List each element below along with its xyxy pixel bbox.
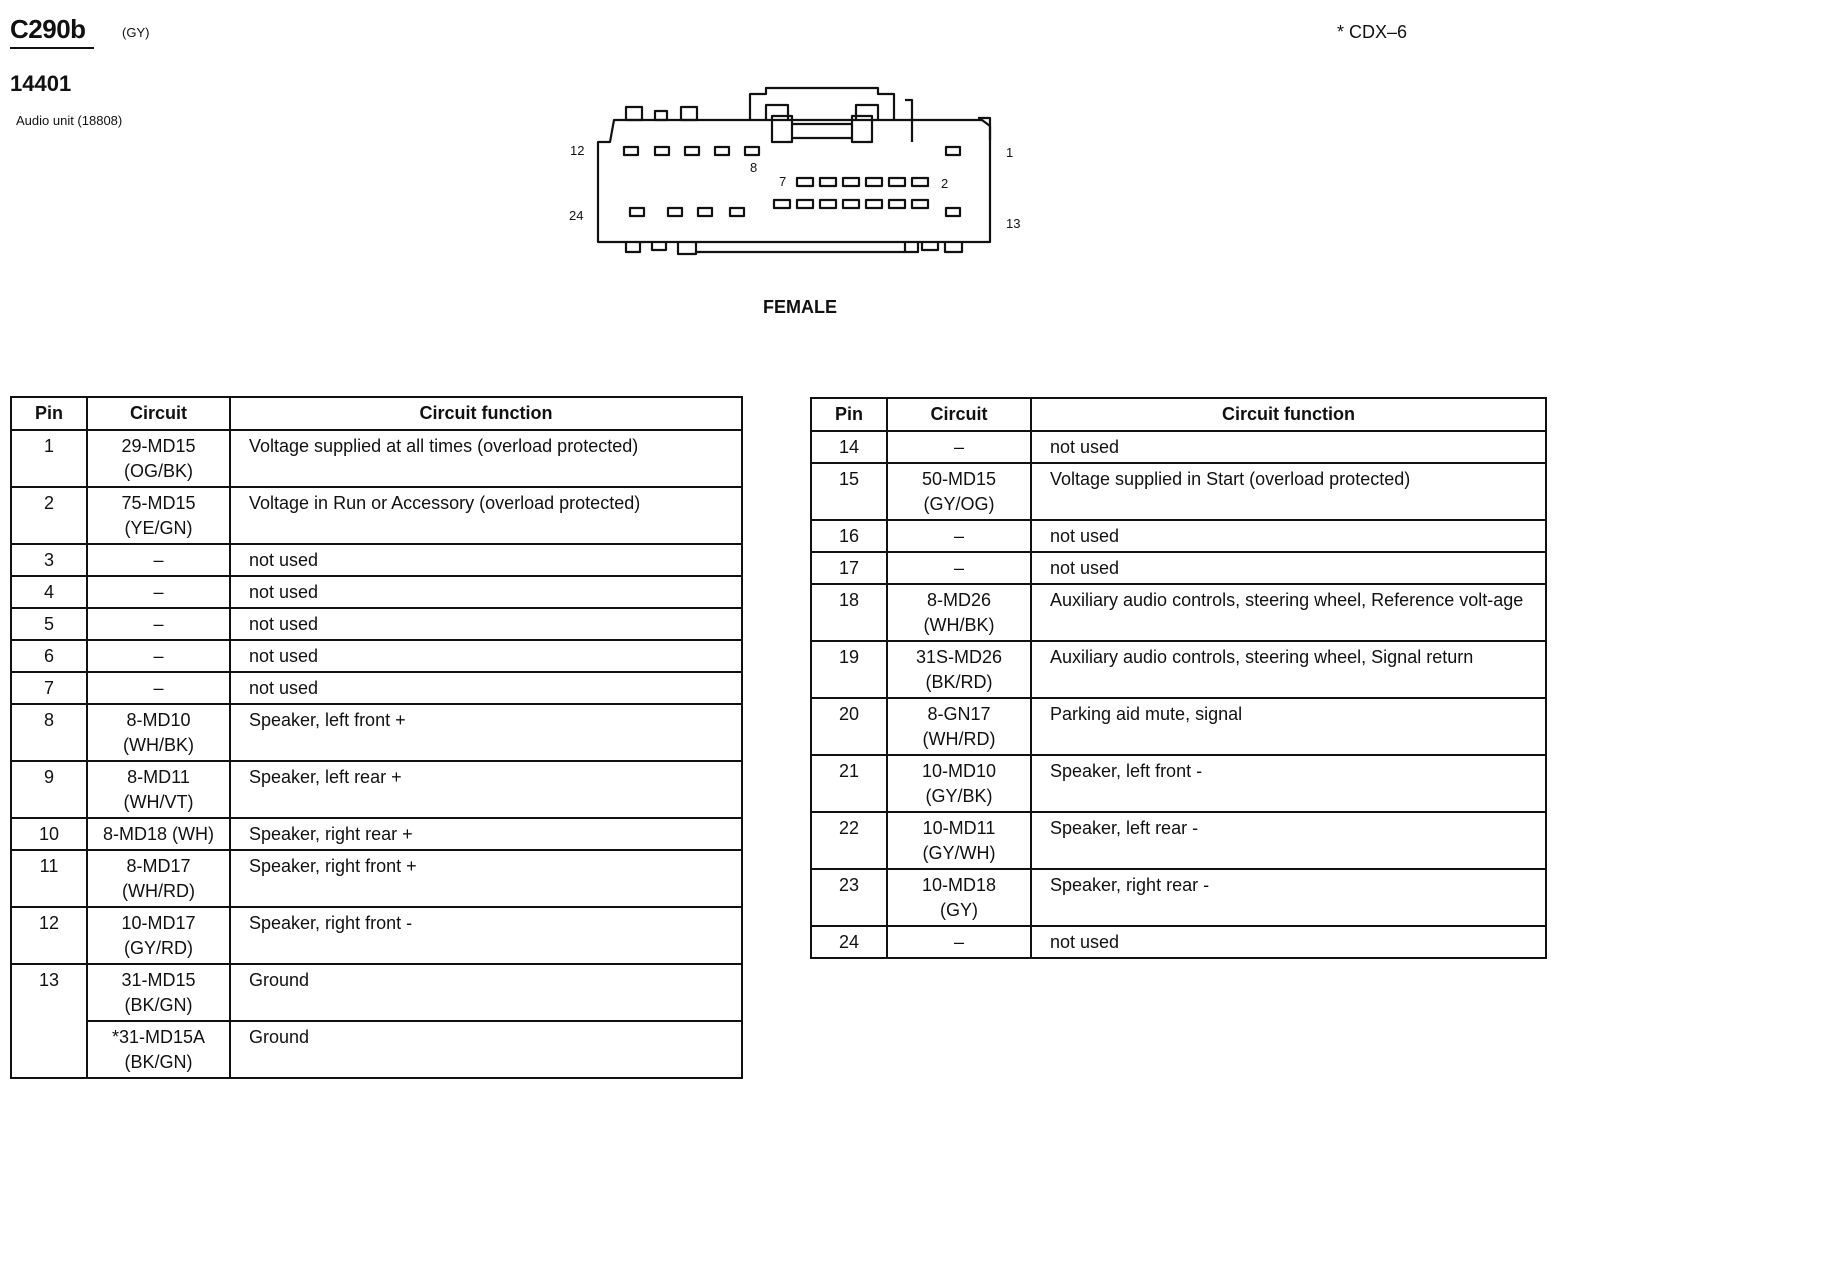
circuit-function: not used: [230, 608, 742, 640]
circuit-function: Voltage in Run or Accessory (overload protected): [230, 487, 742, 544]
circuit-id: [87, 608, 230, 640]
circuit-line: 31S-MD26: [915, 647, 1003, 667]
pin-number: 10: [11, 818, 87, 850]
pin-label-7: 7: [779, 174, 787, 189]
table-row: [11, 576, 742, 608]
circuit-id: [887, 641, 1031, 698]
pin-number: 23: [811, 869, 887, 926]
circuit-line: –: [953, 526, 964, 546]
circuit-function: Speaker, left rear +: [230, 761, 742, 818]
table-row: [811, 812, 1546, 869]
cavity: [889, 200, 905, 208]
pin-number: 20: [811, 698, 887, 755]
circuit-id: [87, 907, 230, 964]
connector-color: (GY): [122, 25, 150, 40]
table-row: [11, 850, 742, 907]
circuit-id: [887, 431, 1031, 463]
circuit-line: 75-MD15: [121, 493, 196, 513]
table-row: [11, 907, 742, 964]
column-header-circuit: Circuit: [887, 398, 1031, 431]
table-row: [811, 869, 1546, 926]
cavity: [866, 200, 882, 208]
table-row: [811, 755, 1546, 812]
table-row: [11, 964, 742, 1021]
gender-label: FEMALE: [763, 297, 837, 317]
circuit-line: 50-MD15: [921, 469, 997, 489]
circuit-id: [87, 1021, 230, 1078]
table-row: [811, 926, 1546, 958]
circuit-id: [887, 869, 1031, 926]
table-row: [11, 430, 742, 487]
top-tab: [655, 111, 667, 120]
pin-label-24: 24: [569, 208, 584, 223]
circuit-function: not used: [1031, 520, 1546, 552]
pin-label-1: 1: [1006, 145, 1014, 160]
pin-table-left: [10, 396, 743, 1079]
cavity: [820, 178, 836, 186]
pin-number: 13: [11, 964, 87, 1078]
circuit-line: 8-MD26: [926, 590, 992, 610]
circuit-line: (WH/RD): [922, 729, 996, 749]
circuit-line: 10-MD11: [922, 818, 996, 838]
circuit-line: (GY/RD): [124, 938, 193, 958]
top-tab: [626, 107, 642, 120]
table-row: [811, 584, 1546, 641]
circuit-id: [887, 584, 1031, 641]
table-row: [11, 1021, 742, 1078]
connector-diagram: [560, 80, 1040, 270]
table-row: [11, 704, 742, 761]
cavity: [630, 208, 644, 216]
circuit-id: [87, 672, 230, 704]
pin-table-right: [810, 397, 1547, 959]
connector-id-underline: [10, 47, 94, 49]
cavity: [866, 178, 882, 186]
cavity: [698, 208, 712, 216]
table-row: [11, 544, 742, 576]
circuit-line: (GY/BK): [925, 786, 993, 806]
pin-number: 11: [11, 850, 87, 907]
pin-number: 14: [811, 431, 887, 463]
cavity: [912, 178, 928, 186]
cdx-note: * CDX–6: [1337, 22, 1408, 42]
pin-number: 3: [11, 544, 87, 576]
circuit-line: 8-MD11: [127, 767, 190, 787]
cavity: [889, 178, 905, 186]
circuit-function: not used: [230, 544, 742, 576]
pin-label-2: 2: [941, 176, 949, 191]
pin-number: 2: [11, 487, 87, 544]
table-row: [11, 761, 742, 818]
circuit-function: Speaker, left front +: [230, 704, 742, 761]
column-header-pin: Pin: [11, 397, 87, 430]
pin-number: 5: [11, 608, 87, 640]
table-row: [11, 672, 742, 704]
circuit-line: 10-MD18: [921, 875, 997, 895]
table-row: [811, 641, 1546, 698]
circuit-function: not used: [230, 672, 742, 704]
cavity: [946, 208, 960, 216]
table-row: [811, 552, 1546, 584]
circuit-id: [87, 761, 230, 818]
circuit-line: 8-MD18 (WH): [103, 824, 214, 844]
table-row: [811, 520, 1546, 552]
circuit-line: (YE/GN): [124, 518, 193, 538]
circuit-id: [887, 463, 1031, 520]
circuit-id: [87, 576, 230, 608]
table-row: [11, 608, 742, 640]
table-row: [811, 463, 1546, 520]
circuit-line: 8-MD10: [126, 710, 191, 730]
cavity: [745, 147, 759, 155]
pin-number: 16: [811, 520, 887, 552]
table-row: [811, 698, 1546, 755]
circuit-line: (WH/BK): [123, 735, 194, 755]
cavity: [797, 178, 813, 186]
circuit-line: 8-MD17: [126, 856, 191, 876]
pin-label-8: 8: [750, 160, 758, 175]
pin-label-12: 12: [570, 143, 585, 158]
pin-number: 7: [11, 672, 87, 704]
cavity: [774, 200, 790, 208]
column-header-function: Circuit function: [230, 397, 742, 430]
cavity: [912, 200, 928, 208]
column-header-pin: Pin: [811, 398, 887, 431]
pin-number: 4: [11, 576, 87, 608]
circuit-line: (OG/BK): [123, 461, 193, 481]
circuit-id: [87, 544, 230, 576]
cavity: [946, 147, 960, 155]
circuit-line: (BK/RD): [925, 672, 993, 692]
pin-number: 24: [811, 926, 887, 958]
circuit-line: –: [953, 437, 964, 457]
circuit-id: [87, 640, 230, 672]
circuit-id: [887, 926, 1031, 958]
top-tab: [681, 107, 697, 120]
table-row: [11, 818, 742, 850]
circuit-function: Speaker, right rear -: [1031, 869, 1546, 926]
circuit-function: Auxiliary audio controls, steering wheel, Signal return: [1031, 641, 1546, 698]
circuit-line: –: [953, 932, 964, 952]
cavity: [843, 200, 859, 208]
cavity: [668, 208, 682, 216]
pin-number: 12: [11, 907, 87, 964]
circuit-line: –: [153, 582, 164, 602]
circuit-line: (WH/VT): [123, 792, 194, 812]
cavity: [624, 147, 638, 155]
circuit-line: (GY/WH): [922, 843, 996, 863]
connector-id: C290b: [10, 14, 86, 44]
pin-number: 15: [811, 463, 887, 520]
cavity: [730, 208, 744, 216]
circuit-line: 29-MD15: [121, 436, 196, 456]
circuit-line: (GY): [940, 900, 978, 920]
pin-number: 22: [811, 812, 887, 869]
table-row: [11, 640, 742, 672]
circuit-function: not used: [230, 640, 742, 672]
circuit-function: Voltage supplied in Start (overload protected): [1031, 463, 1546, 520]
table-row: [11, 487, 742, 544]
circuit-function: not used: [1031, 431, 1546, 463]
circuit-line: –: [153, 614, 164, 634]
circuit-line: 31-MD15: [121, 970, 196, 990]
circuit-line: –: [153, 646, 164, 666]
circuit-id: [87, 430, 230, 487]
circuit-function: Speaker, right front +: [230, 850, 742, 907]
circuit-line: *31-MD15A: [111, 1027, 206, 1047]
circuit-line: –: [953, 558, 964, 578]
cavity: [843, 178, 859, 186]
pin-number: 18: [811, 584, 887, 641]
circuit-function: Speaker, right front -: [230, 907, 742, 964]
circuit-line: 10-MD10: [921, 761, 997, 781]
part-description: Audio unit (18808): [16, 113, 123, 128]
circuit-line: –: [153, 678, 164, 698]
circuit-line: (GY/OG): [923, 494, 995, 514]
circuit-line: (WH/BK): [923, 615, 995, 635]
circuit-id: [887, 520, 1031, 552]
circuit-function: Parking aid mute, signal: [1031, 698, 1546, 755]
circuit-id: [887, 755, 1031, 812]
circuit-id: [87, 704, 230, 761]
circuit-function: Ground: [230, 964, 742, 1021]
part-number: 14401: [10, 71, 72, 96]
cavity: [685, 147, 699, 155]
cavity: [715, 147, 729, 155]
pin-number: 6: [11, 640, 87, 672]
circuit-function: Speaker, left front -: [1031, 755, 1546, 812]
circuit-line: (BK/GN): [124, 995, 193, 1015]
circuit-id: [87, 964, 230, 1021]
circuit-line: –: [153, 550, 164, 570]
circuit-id: [887, 812, 1031, 869]
circuit-line: (WH/RD): [122, 881, 195, 901]
cavity: [655, 147, 669, 155]
column-header-function: Circuit function: [1031, 398, 1546, 431]
circuit-function: Speaker, left rear -: [1031, 812, 1546, 869]
pin-number: 17: [811, 552, 887, 584]
circuit-id: [87, 487, 230, 544]
circuit-id: [87, 850, 230, 907]
column-header-circuit: Circuit: [87, 397, 230, 430]
circuit-function: not used: [1031, 926, 1546, 958]
pin-label-13: 13: [1006, 216, 1021, 231]
pin-number: 21: [811, 755, 887, 812]
pin-number: 9: [11, 761, 87, 818]
circuit-id: [887, 552, 1031, 584]
circuit-id: [887, 698, 1031, 755]
circuit-line: (BK/GN): [124, 1052, 193, 1072]
circuit-line: 10-MD17: [121, 913, 196, 933]
circuit-function: not used: [230, 576, 742, 608]
circuit-id: [87, 818, 230, 850]
circuit-function: Speaker, right rear +: [230, 818, 742, 850]
cavity: [820, 200, 836, 208]
pin-number: 1: [11, 430, 87, 487]
circuit-function: not used: [1031, 552, 1546, 584]
circuit-function: Voltage supplied at all times (overload protected): [230, 430, 742, 487]
circuit-function: Ground: [230, 1021, 742, 1078]
cavity: [797, 200, 813, 208]
circuit-line: 8-GN17: [927, 704, 991, 724]
table-row: [811, 431, 1546, 463]
pin-number: 8: [11, 704, 87, 761]
pin-number: 19: [811, 641, 887, 698]
circuit-function: Auxiliary audio controls, steering wheel, Reference volt-age: [1031, 584, 1546, 641]
